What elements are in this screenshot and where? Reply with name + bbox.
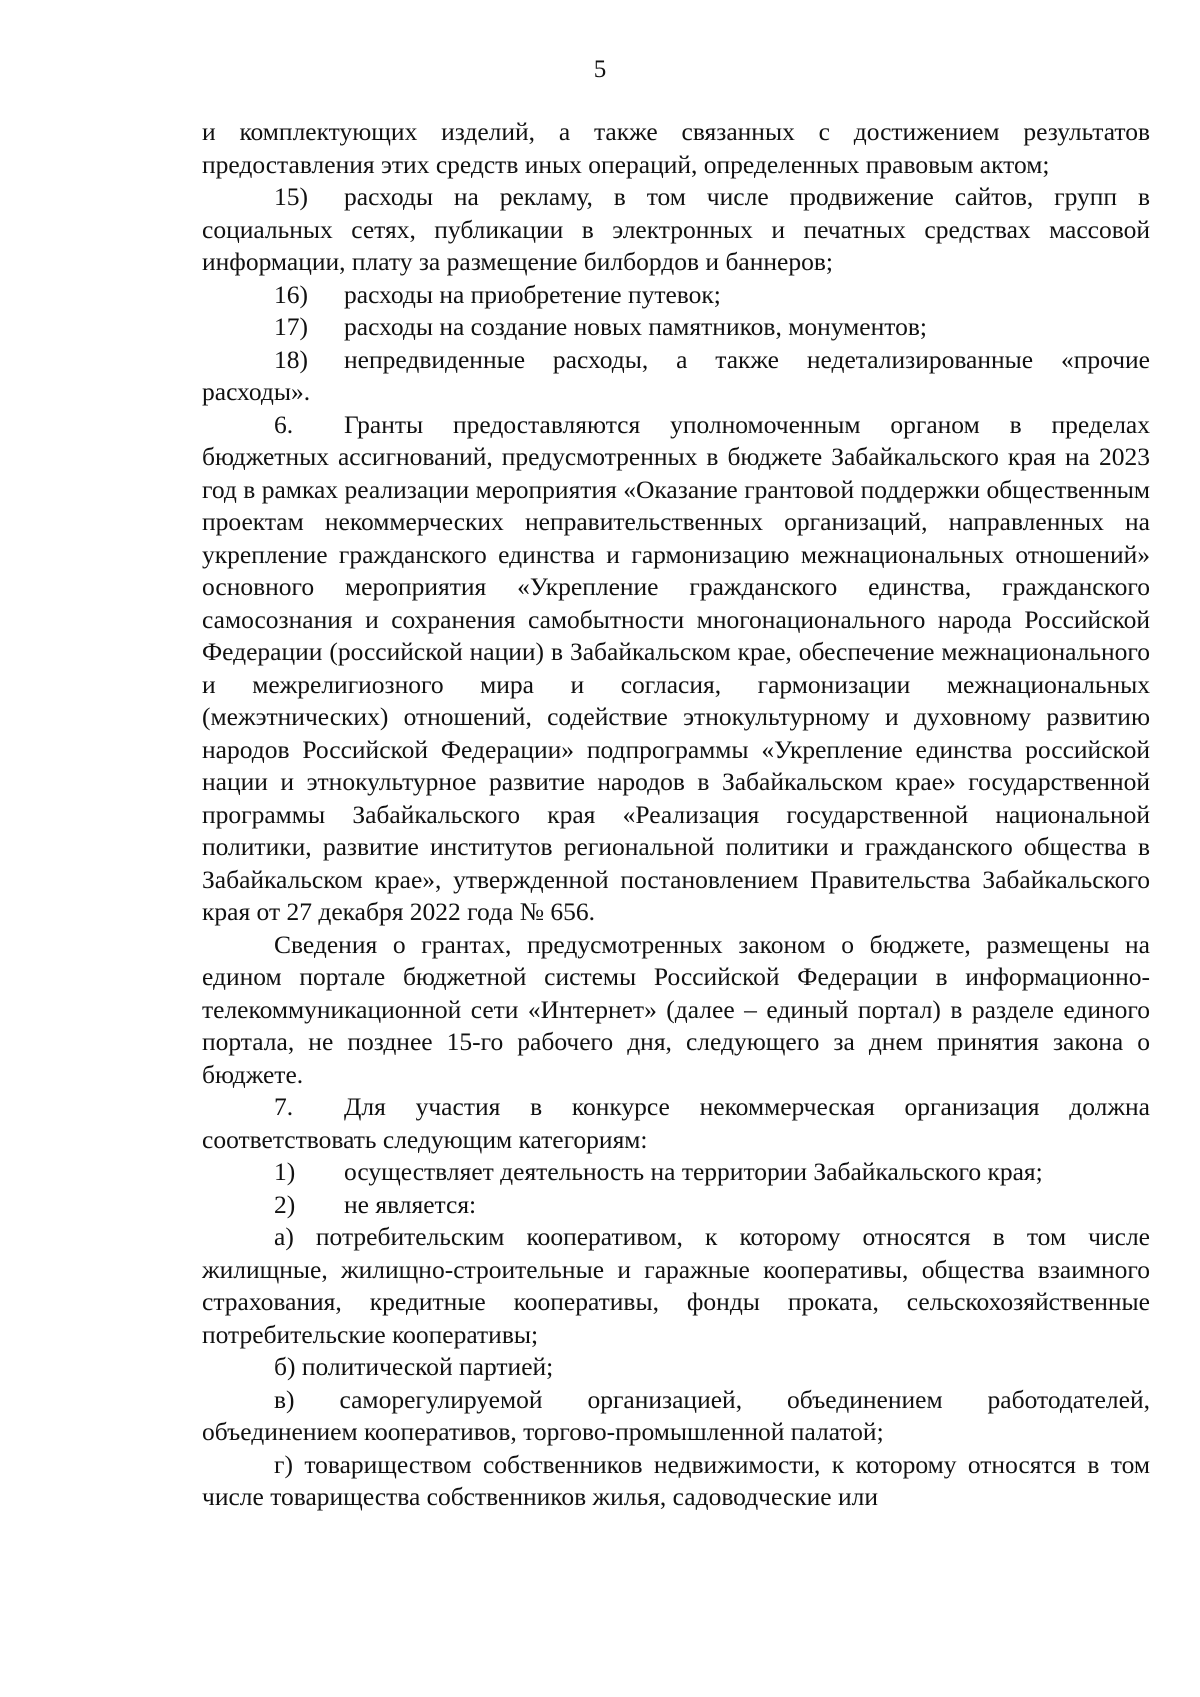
paragraph-text: а) потребительским кооперативом, к которому относятся в том числе жилищные, жилищно-строительные и гаражные кооперативы, общества взаимного страхования, кредитные кооперативы, фонды проката, сельскохозяйственные потребительские кооперативы; [202,1222,1150,1349]
paragraph-text: расходы на рекламу, в том числе продвижение сайтов, групп в социальных сетях, публикации в электронных и печатных средствах массовой информации, плату за размещение билбордов и баннеров; [202,182,1150,276]
paragraph [202,116,1150,181]
paragraph [202,1221,1150,1351]
paragraph [202,181,1150,279]
document-body [202,116,1150,1514]
item-number: 17) [274,312,308,341]
paragraph-text: г) товариществом собственников недвижимости, к которому относятся в том числе товарищества собственников жилья, садоводческие или [202,1449,1150,1511]
paragraph [202,929,1150,1092]
paragraph-text: расходы на создание новых памятников, монументов; [344,312,927,341]
paragraph-text: непредвиденные расходы, а также недетализированные «прочие расходы». [202,344,1150,406]
item-number: 7. [274,1092,294,1121]
item-number: 16) [274,279,308,309]
paragraph [202,1384,1150,1449]
paragraph [202,1189,1150,1222]
paragraph-text: в) саморегулируемой организацией, объединением работодателей, объединением кооперативов, торгово-промышленной палатой; [202,1384,1150,1446]
paragraph [202,279,1150,312]
paragraph [202,311,1150,344]
item-number: 2) [274,1189,296,1219]
paragraph [202,1351,1150,1384]
paragraph [202,409,1150,929]
item-number: 6. [274,409,294,439]
paragraph-text: не является: [344,1189,477,1219]
paragraph [202,344,1150,409]
paragraph-text: б) политической партией; [274,1352,554,1381]
page-number: 5 [593,56,607,83]
item-number: 18) [274,344,308,374]
paragraph [202,1449,1150,1514]
paragraph-text: Для участия в конкурсе некоммерческая организация должна соответствовать следующим категориям: [202,1092,1150,1154]
item-number: 1) [274,1157,296,1186]
paragraph-text: Гранты предоставляются уполномоченным органом в пределах бюджетных ассигнований, предусмотренных в бюджете Забайкальского края на 2023 год в рамках реализации мероприятия «Оказание грантовой поддержки общественным проектам некоммерческих неправительственных организаций, направленных на укрепление гражданского единства и гармонизацию межнациональных отношений» основного мероприятия «Укрепление гражданского единства, гражданского самосознания и сохранения самобытности многонационального народа Российской Федерации (российской нации) в Забайкальском крае, обеспечение межнационального и межрелигиозного мира и согласия, гармонизации межнациональных (межэтнических) отношений, содействие этнокультурному и духовному развитию народов Российской Федерации» подпрограммы «Укрепление единства российской нации и этнокультурное развитие народов в Забайкальском крае» государственной программы Забайкальского края «Реализация государственной национальной политики, развитие институтов региональной политики и гражданского общества в Забайкальском крае», утвержденной постановлением Правительства Забайкальского края от 27 декабря 2022 года № 656. [202,409,1150,926]
paragraph-text: и комплектующих изделий, а также связанных с достижением результатов предоставления этих средств иных операций, определенных правовым актом; [202,117,1150,179]
paragraph [202,1091,1150,1156]
paragraph-text: осуществляет деятельность на территории Забайкальского края; [344,1157,1043,1186]
paragraph [202,1156,1150,1189]
paragraph-text: расходы на приобретение путевок; [344,279,721,309]
item-number: 15) [274,182,308,211]
paragraph-text: Сведения о грантах, предусмотренных законом о бюджете, размещены на едином портале бюджетной системы Российской Федерации в информационно-телекоммуникационной сети «Интернет» (далее – единый портал) в разделе единого портала, не позднее 15-го рабочего дня, следующего за днем принятия закона о бюджете. [202,929,1150,1089]
